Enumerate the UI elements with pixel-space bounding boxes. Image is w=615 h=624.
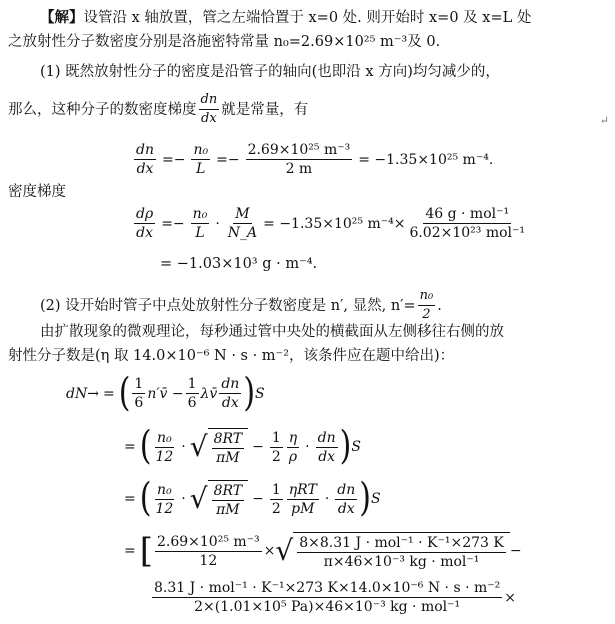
eq2-M-over-NA bbox=[226, 206, 259, 241]
eq5-n0: n₀ bbox=[157, 481, 172, 498]
eq4-dx: dx bbox=[318, 448, 336, 465]
eq4-radden: πM bbox=[216, 450, 240, 466]
eq5-rad: 8RT bbox=[213, 483, 243, 499]
eq6-rad-den: π×46×10⁻³ kg · mol⁻¹ bbox=[323, 554, 480, 570]
eq3-one-a: 1 bbox=[134, 376, 144, 392]
equation-1: $\frac{dn}{dx}$ =− $\frac{\text{n₀}}{L}$ =− $\frac{\text{2.69×10²⁵ m⁻³}}{2 m}$ = −1.35×10²⁵ m⁻⁴. bbox=[136, 142, 494, 177]
part2-n0: n₀ bbox=[418, 288, 436, 306]
eq5-two: 2 bbox=[271, 500, 281, 517]
eq7-den: 2×(1.01×10⁵ Pa)×46×10⁻³ kg · mol⁻¹ bbox=[194, 599, 461, 615]
part1-line2b: 就是常量，有 bbox=[221, 101, 309, 118]
eq5-etaRT: ηRT bbox=[288, 481, 317, 498]
eq1-L: L bbox=[196, 161, 206, 177]
dndx-den: dx bbox=[201, 111, 217, 126]
eq4-n0-over-12 bbox=[153, 430, 175, 465]
eq3-dx: dx bbox=[221, 395, 239, 411]
part2-two: 2 bbox=[422, 307, 431, 322]
equation-5: = ( $\frac{\text{n₀}}{12}$ · √ $\frac{8RT}{\pi M}$ − $\frac{1}{2}$ $\frac{\text{ηRT}}{pM}$ · $\frac{dn}{dx}$ ) S bbox=[124, 475, 381, 522]
eq3-S: S bbox=[255, 385, 265, 402]
part2-line1a: (2) 设开始时管子中点处放射性分子数密度是 n′, 显然, n′= bbox=[40, 297, 416, 314]
equation-2: $\frac{d\rho}{dx}$ =− $\frac{\text{n₀}}{L}$ · $\frac{M}{N\_A}$ = −1.35×10²⁵ m⁻⁴× $\frac{\text{46 g · mol⁻¹}}{\text{6.02×10²³ mol⁻¹}}$ bbox=[136, 206, 526, 241]
part1-line2 bbox=[8, 92, 308, 127]
eq5-dx: dx bbox=[337, 500, 355, 517]
eq7-fraction bbox=[152, 580, 502, 615]
diffusion-line-2: 射性分子数是(η 取 14.0×10⁻⁶ N · s · m⁻²，该条件应在题中给出)： bbox=[8, 348, 455, 364]
eq4-one: 1 bbox=[271, 429, 281, 446]
eq5-radden: πM bbox=[216, 502, 240, 518]
eq1-n0-over-L bbox=[191, 142, 210, 177]
density-gradient-label: 密度梯度 bbox=[8, 184, 66, 200]
eq5-pM: pM bbox=[291, 500, 315, 517]
eq3-six-a: 6 bbox=[134, 395, 144, 411]
solution-line-1 bbox=[40, 8, 531, 28]
equation-6: = [ $\frac{\text{2.69×10²⁵ m⁻³}}{12}$ × √ $\frac{\text{8×8.31 J · mol⁻¹ · K⁻¹×273 K}}{\text{π×46×10⁻³ kg · mol⁻¹}}$ − bbox=[124, 531, 522, 571]
eq3-dndx bbox=[219, 376, 241, 411]
part2-period: . bbox=[437, 297, 442, 314]
eq6-fraction bbox=[155, 534, 262, 569]
eq4-n0: n₀ bbox=[157, 429, 172, 446]
eq2-frac-num: 46 g · mol⁻¹ bbox=[425, 206, 510, 222]
eq7-num: 8.31 J · mol⁻¹ · K⁻¹×273 K×14.0×10⁻⁶ N · s · m⁻² bbox=[154, 580, 501, 596]
part1-line2a: 那么，这种分子的数密度梯度 bbox=[8, 101, 197, 118]
dndx-fraction bbox=[199, 92, 220, 127]
eq6-num: 2.69×10²⁵ m⁻³ bbox=[157, 533, 260, 550]
eq3-six-b: 6 bbox=[187, 395, 197, 411]
para1-line1: 设管沿 x 轴放置，管之左端恰置于 x=0 处. 则开始时 x=0 及 x=L 处 bbox=[83, 10, 532, 26]
eq6-rad-num: 8×8.31 J · mol⁻¹ · K⁻¹×273 K bbox=[299, 535, 504, 551]
eq1-lhs-num: dn bbox=[136, 142, 154, 158]
eq4-S: S bbox=[351, 439, 361, 455]
eq5-S: S bbox=[370, 491, 381, 507]
eq2-NA: N_A bbox=[227, 225, 258, 241]
eq2-result: = −1.03×10³ g · m⁻⁴. bbox=[160, 256, 318, 272]
equation-3: dN→ = ( $\frac{1}{6}$ n′v̄ − $\frac{1}{6}$ λv̄ $\frac{dn}{dx}$ ) S bbox=[66, 370, 265, 416]
eq1-val-num: 2.69×10²⁵ m⁻³ bbox=[247, 142, 351, 158]
eq4-rho: ρ bbox=[288, 448, 298, 465]
eq6-den: 12 bbox=[199, 552, 218, 569]
eq2-frac-den: 6.02×10²³ mol⁻¹ bbox=[409, 225, 526, 241]
part2-line1 bbox=[40, 288, 442, 323]
eq3-one-sixth-b bbox=[186, 376, 199, 411]
eq1-val-den: 2 m bbox=[285, 161, 313, 177]
solution-label: 【解】 bbox=[40, 9, 84, 26]
eq2-lhs-num: dρ bbox=[136, 206, 154, 222]
part1-line1: (1) 既然放射性分子的密度是沿管子的轴向(也即沿 x 方向)均匀减少的， bbox=[40, 64, 500, 80]
eq3-one-sixth-a bbox=[132, 376, 145, 411]
equation-7: $\frac{\text{8.31 J · mol⁻¹ · K⁻¹×273 K×14.0×10⁻⁶ N · s · m⁻²}}{\text{2×(1.01×10⁵ Pa)×46×10⁻³ kg · mol⁻¹}}$ × bbox=[154, 580, 516, 615]
eq5-twelve: 12 bbox=[155, 500, 174, 517]
eq2-mid: = −1.35×10²⁵ m⁻⁴× bbox=[263, 215, 406, 232]
eq2-molar-fraction bbox=[407, 206, 527, 241]
eq4-twelve: 12 bbox=[155, 448, 174, 465]
eq1-lhs bbox=[134, 142, 156, 177]
dndx-num: dn bbox=[199, 92, 220, 110]
eq4-rad: 8RT bbox=[213, 431, 243, 447]
eq5-one: 1 bbox=[271, 481, 281, 498]
para1-line2: 之放射性分子数密度分别是洛施密特常量 n₀=2.69×10²⁵ m⁻³及 0. bbox=[8, 34, 441, 50]
diffusion-line-1: 由扩散现象的微观理论，每秒通过管中央处的横截面从左侧移往右侧的放 bbox=[40, 324, 504, 340]
eq2-lhs bbox=[134, 206, 155, 241]
eq3-term2: λv̄ bbox=[200, 385, 218, 402]
part2-n0-over-2 bbox=[418, 288, 436, 323]
eq3-term1: n′v̄ − bbox=[147, 385, 184, 402]
margin-mark: ↵ bbox=[599, 114, 609, 127]
equation-4: = ( $\frac{\text{n₀}}{12}$ · √ $\frac{8RT}{\pi M}$ − $\frac{1}{2}$ $\frac{\eta}{\rho}$ · $\frac{dn}{dx}$ ) S bbox=[124, 423, 361, 470]
eq1-result: = −1.35×10²⁵ m⁻⁴. bbox=[358, 151, 494, 168]
eq5-sqrt: √ $\frac{8RT}{\pi M}$ bbox=[190, 480, 248, 518]
eq4-eta: η bbox=[288, 429, 298, 446]
eq1-lhs-den: dx bbox=[136, 161, 154, 177]
eq3-dn: dn bbox=[221, 376, 240, 392]
eq1-value-fraction bbox=[246, 142, 353, 177]
eq6-sqrt: √ $\frac{\text{8×8.31 J · mol⁻¹ · K⁻¹×273 K}}{\text{π×46×10⁻³ kg · mol⁻¹}}$ bbox=[275, 532, 509, 570]
eq1-n0: n₀ bbox=[193, 142, 209, 158]
eq4-dn: dn bbox=[317, 429, 336, 446]
eq3-one-b: 1 bbox=[187, 376, 197, 392]
eq3-lhs: dN→ bbox=[66, 385, 99, 402]
eq4-two: 2 bbox=[271, 448, 281, 465]
eq2-n0-over-L: $\frac{\text{n₀}}{L}$ bbox=[192, 206, 208, 241]
eq2-M: M bbox=[235, 206, 250, 222]
eq2-lhs-den: dx bbox=[136, 225, 154, 241]
eq4-sqrt: √ $\frac{8RT}{\pi M}$ bbox=[190, 428, 248, 466]
eq5-dn: dn bbox=[337, 481, 356, 498]
